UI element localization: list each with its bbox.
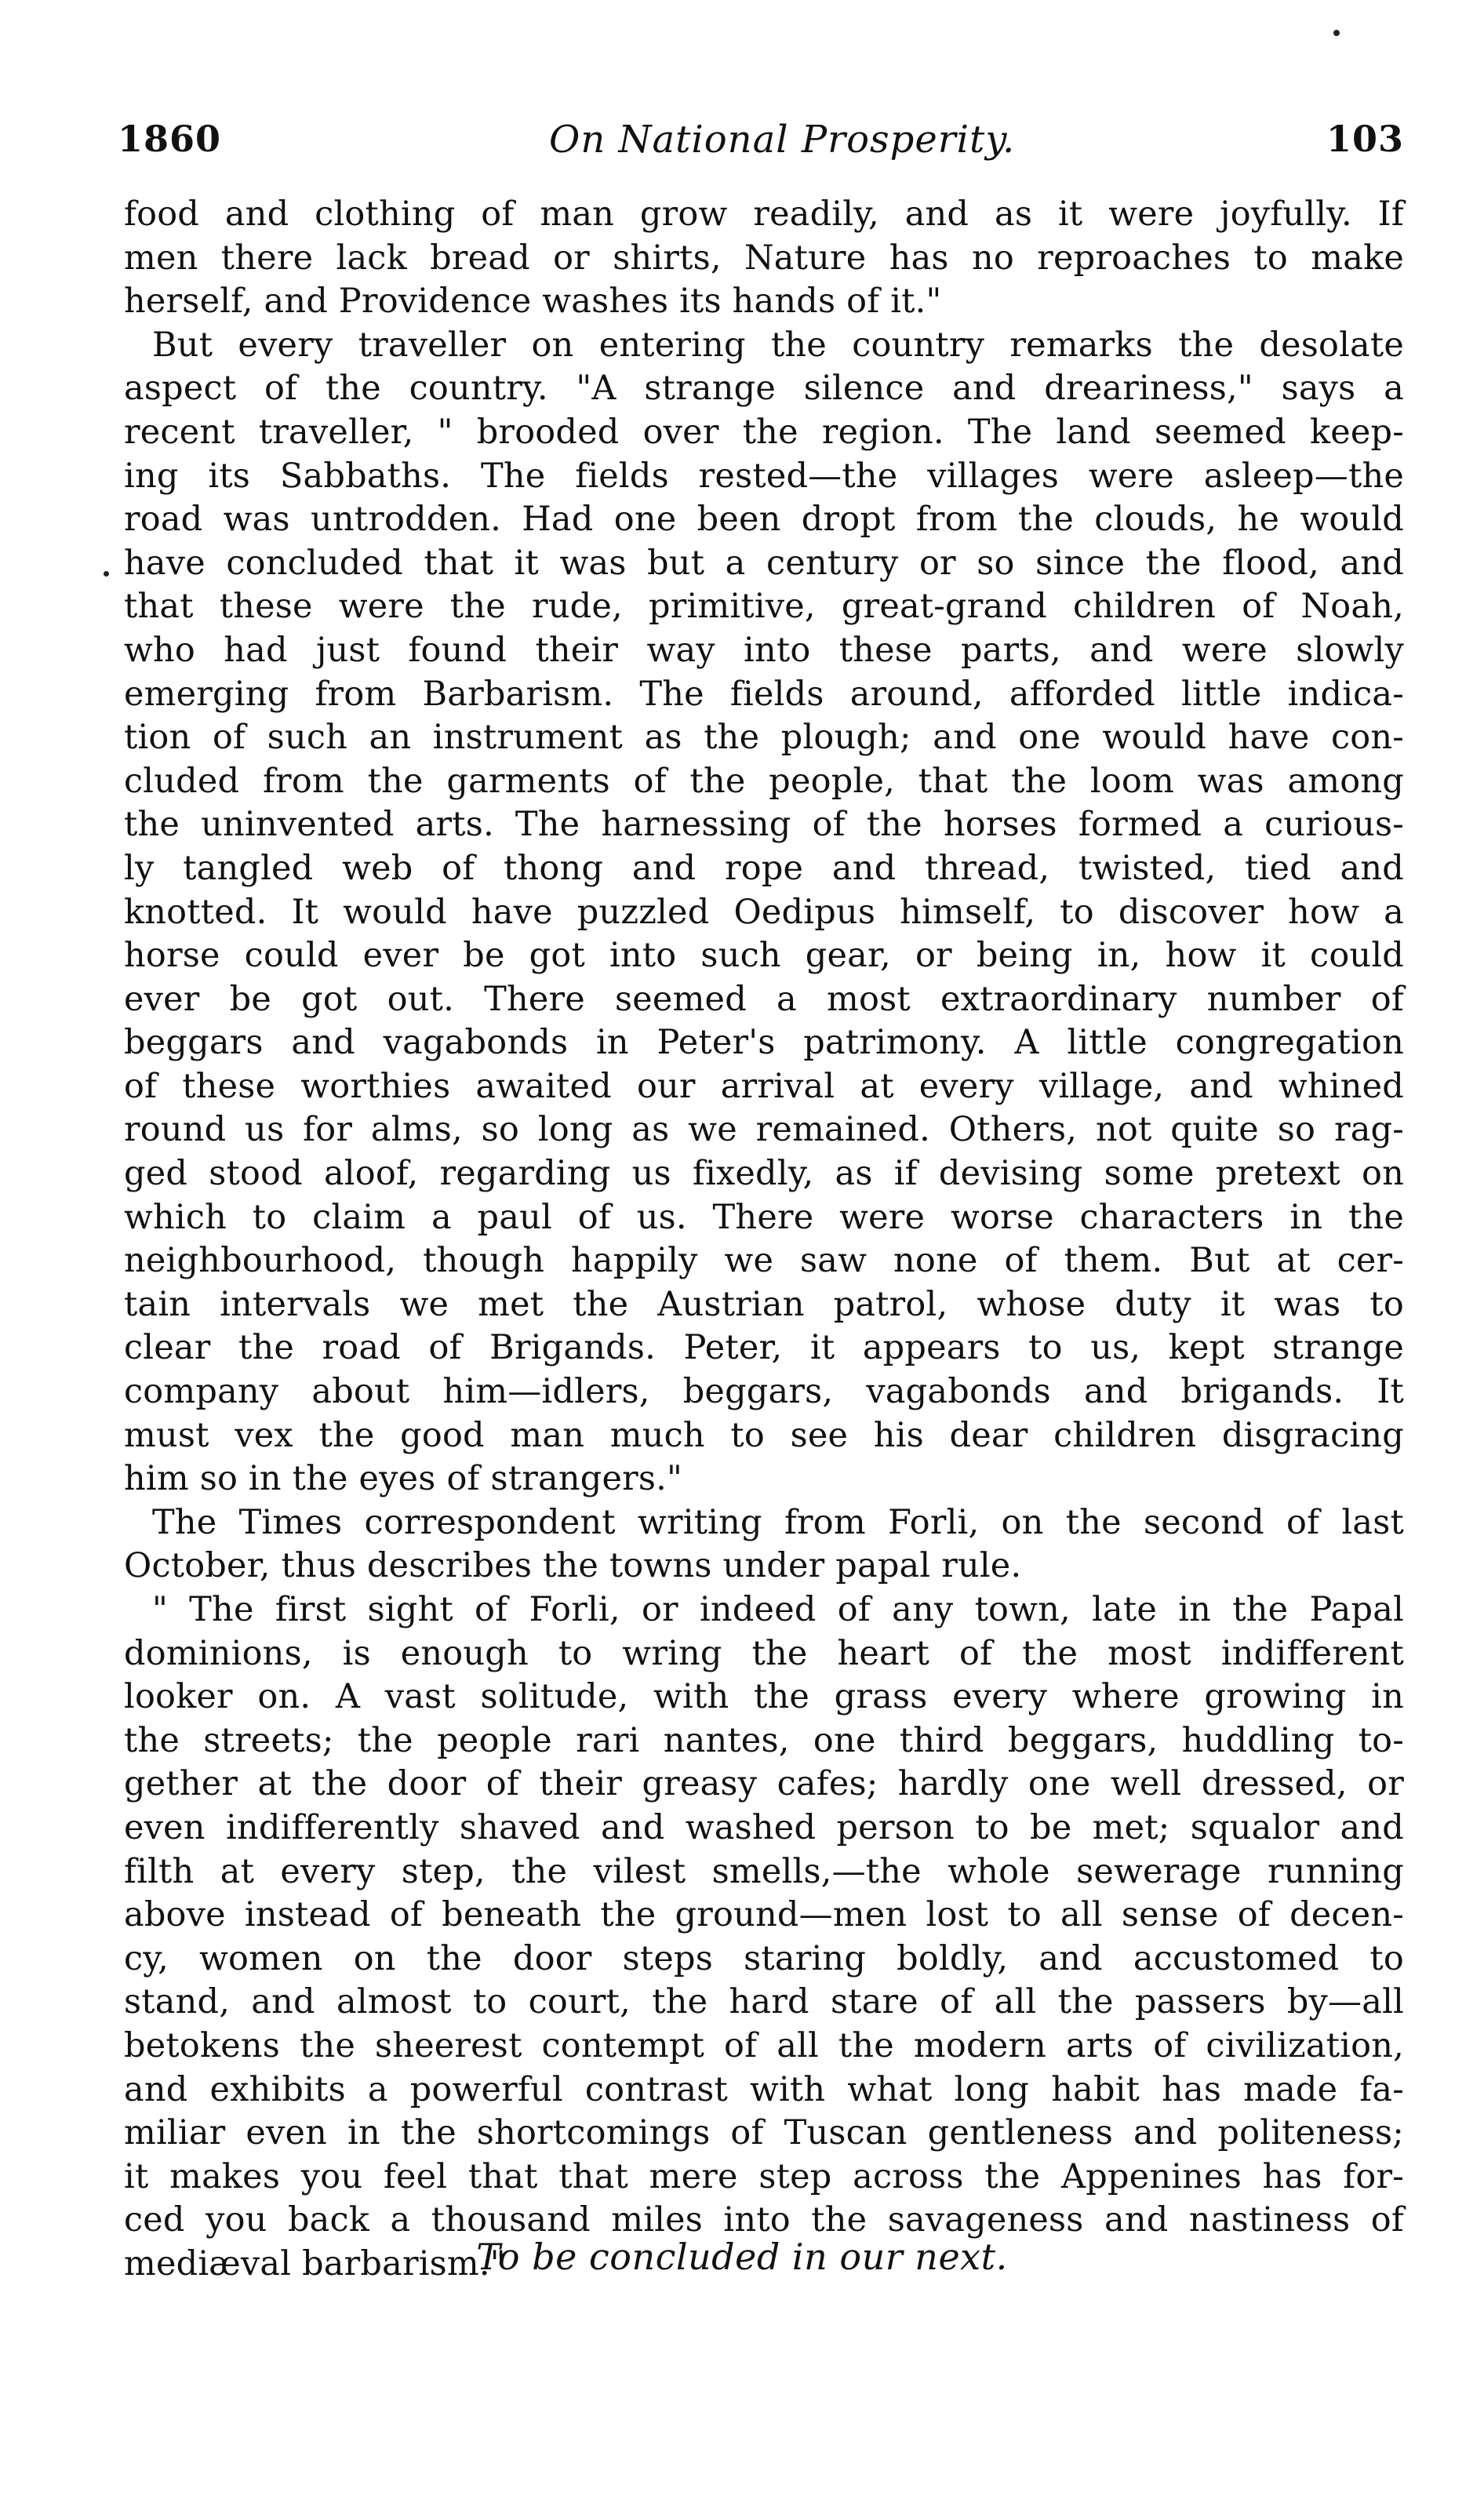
text-line: must vex the good man much to see his dear children disgracing [124,1415,1404,1455]
text-line: filth at every step, the vilest smells,—the whole sewerage running [124,1851,1404,1891]
text-line: food and clothing of man grow readily, and as it were joyfully. If [124,195,1404,234]
text-line: October, thus describes the towns under papal rule. [124,1546,1022,1586]
text-line: road was untrodden. Had one been dropt from the clouds, he would [124,500,1404,540]
text-line: emerging from Barbarism. The fields around, afforded little indica- [124,674,1404,714]
text-line: of these worthies awaited our arrival at every village, and whined [124,1066,1404,1106]
text-line: stand, and almost to court, the hard stare of all the passers by—all [124,1982,1404,2022]
text-line: even indifferently shaved and washed person to be met; squalor and [124,1807,1404,1847]
text-line: ced you back a thousand miles into the savageness and nastiness of [124,2200,1404,2240]
text-line: clear the road of Brigands. Peter, it appears to us, kept strange [124,1328,1404,1368]
text-line: ly tangled web of thong and rope and thread, twisted, tied and [124,848,1404,888]
text-line: company about him—idlers, beggars, vagabonds and brigands. It [124,1372,1404,1412]
text-line: men there lack bread or shirts, Nature has no reproaches to make [124,238,1404,278]
body-text [124,193,1404,2287]
text-line: beggars and vagabonds in Peter's patrimony. A little congregation [124,1023,1404,1063]
text-line: recent traveller, " brooded over the region. The land seemed keep- [124,412,1404,452]
text-line: it makes you feel that that mere step across the Appenines has for- [124,2156,1404,2196]
text-line: gether at the door of their greasy cafes; hardly one well dressed, or [124,1764,1404,1804]
text-line: that these were the rude, primitive, great-grand children of Noah, [124,587,1404,627]
text-line: The Times correspondent writing from Forli, on the second of last [152,1502,1404,1542]
text-line: have concluded that it was but a century or so since the flood, and [124,543,1404,583]
text-line: round us for alms, so long as we remained. Others, not quite so rag- [124,1110,1404,1150]
text-line: and exhibits a powerful contrast with what long habit has made fa- [124,2069,1404,2109]
text-line: above instead of beneath the ground—men lost to all sense of decen- [124,1895,1404,1935]
text-line: miliar even in the shortcomings of Tuscan gentleness and politeness; [124,2113,1404,2153]
text-line: mediæval barbarism." [124,2243,506,2283]
text-line: cy, women on the door steps staring boldly, and accustomed to [124,1938,1404,1978]
header-title: On National Prosperity. [549,118,1016,162]
page-number: 103 [1326,118,1404,160]
text-line: the streets; the people rari nantes, one third beggars, huddling to- [124,1720,1404,1760]
text-line: herself, and Providence washes its hands of it." [124,282,942,322]
text-line: horse could ever be got into such gear, or being in, how it could [124,936,1404,976]
margin-speck [104,571,109,577]
text-line: dominions, is enough to wring the heart of the most indifferent [124,1633,1404,1673]
text-line: the uninvented arts. The harnessing of the horses formed a curious- [124,805,1404,845]
text-line: ing its Sabbaths. The fields rested—the villages were asleep—the [124,456,1404,496]
text-line: ever be got out. There seemed a most extraordinary number of [124,979,1404,1019]
text-line: betokens the sheerest contempt of all the modern arts of civilization, [124,2025,1404,2065]
text-line: him so in the eyes of strangers." [124,1459,682,1499]
running-header [118,118,1404,173]
text-line: cluded from the garments of the people, that the loom was among [124,761,1404,801]
text-line: tain intervals we met the Austrian patrol, whose duty it was to [124,1284,1404,1324]
text-line: looker on. A vast solitude, with the grass every where growing in [124,1677,1404,1717]
text-line: But every traveller on entering the country remarks the desolate [152,325,1404,365]
print-speck [1333,30,1340,36]
header-year: 1860 [118,118,222,160]
text-line: aspect of the country. "A strange silence and dreariness," says a [124,369,1404,409]
text-line: which to claim a paul of us. There were worse characters in the [124,1197,1404,1237]
text-line: ged stood aloof, regarding us fixedly, as if devising some pretext on [124,1154,1404,1194]
text-line: knotted. It would have puzzled Oedipus himself, to discover how a [124,892,1404,932]
closing-note: To be concluded in our next. [476,2236,1008,2278]
text-line: neighbourhood, though happily we saw none of them. But at cer- [124,1241,1404,1281]
text-line: tion of such an instrument as the plough; and one would have con- [124,718,1404,758]
text-line: " The first sight of Forli, or indeed of any town, late in the Papal [152,1590,1404,1629]
text-line: who had just found their way into these parts, and were slowly [124,630,1404,670]
